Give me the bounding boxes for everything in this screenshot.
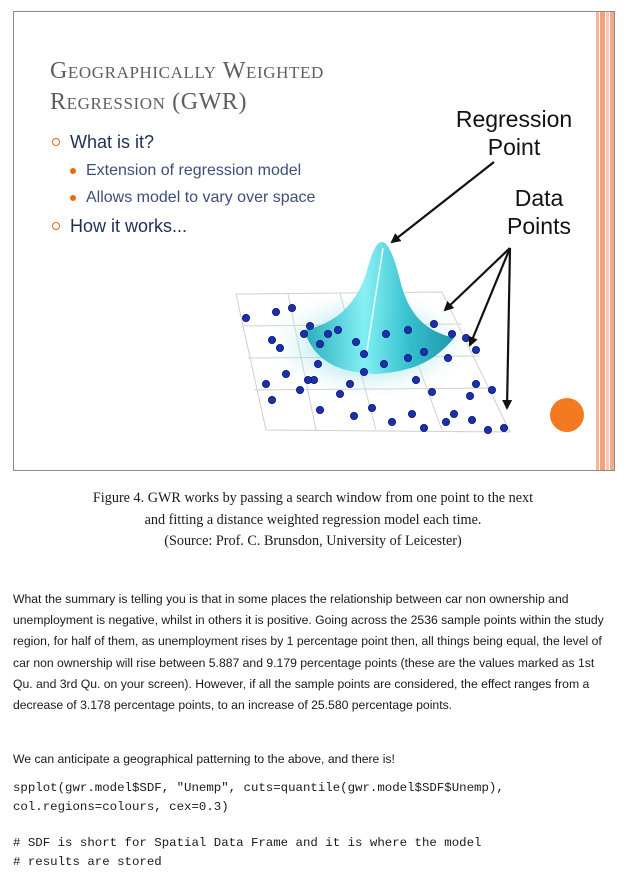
comment-code-block <box>13 834 623 872</box>
data-label-line2: Points <box>507 213 571 239</box>
sub-bullet-extension: Extension of regression model <box>52 160 382 182</box>
slide-figure <box>13 11 615 471</box>
anticipation-paragraph: We can anticipate a geographical patterning to the above, and there is! <box>13 752 395 766</box>
data-point <box>462 334 469 341</box>
regression-label-line1: Regression <box>455 106 573 132</box>
figure-caption <box>0 488 626 553</box>
data-point <box>288 304 295 311</box>
code-comment-line: # results are stored <box>13 855 162 869</box>
data-point <box>276 344 283 351</box>
slide-title-line1: Geographically Weighted <box>50 58 324 84</box>
regression-label-line2: Point <box>487 134 541 160</box>
data-point <box>336 390 343 397</box>
data-point <box>404 326 411 333</box>
data-point <box>268 396 275 403</box>
data-point <box>404 354 411 361</box>
data-point <box>466 392 473 399</box>
bullet-what-is-it: What is it? <box>52 130 382 154</box>
data-point <box>450 410 457 417</box>
data-point <box>420 348 427 355</box>
data-point <box>468 416 475 423</box>
data-point <box>484 426 491 433</box>
sub-bullet-vary: Allows model to vary over space <box>52 187 382 209</box>
data-point <box>380 360 387 367</box>
data-point <box>420 424 427 431</box>
data-point <box>242 314 249 321</box>
data-point <box>360 350 367 357</box>
data-point <box>368 404 375 411</box>
data-point <box>408 410 415 417</box>
data-point <box>388 418 395 425</box>
data-point <box>346 380 353 387</box>
data-point <box>352 338 359 345</box>
data-point <box>282 370 289 377</box>
summary-paragraph: What the summary is telling you is that in some places the relationship between car non ownership and unemployment is negative, whilst in others it is positive. Going across the 2536 sample points within the study region, for half of them, as unemployment rises by 1 percentage point then, all things being equal, the level of car non ownership will rise between 5.887 and 9.179 percentage points (these are the values marked as 1st Qu. and 3rd Qu. on your screen). However, if all the sample points are considered, the effect ranges from a decrease of 3.178 percentage points, to an increase of 25.580 percentage points. <box>13 592 604 713</box>
code-line: spplot(gwr.model$SDF, "Unemp", cuts=quantile(gwr.model$SDF$Unemp), <box>13 781 504 795</box>
data-point <box>500 424 507 431</box>
data-point <box>268 336 275 343</box>
data-point <box>382 330 389 337</box>
data-point <box>316 406 323 413</box>
data-label-line1: Data <box>514 185 564 211</box>
data-point <box>488 386 495 393</box>
data-point <box>316 340 323 347</box>
data-point <box>428 388 435 395</box>
data-point <box>472 346 479 353</box>
data-point <box>442 418 449 425</box>
caption-line2: and fitting a distance weighted regression model each time. <box>144 511 482 528</box>
data-point <box>448 330 455 337</box>
data-point <box>444 354 451 361</box>
code-line: col.regions=colours, cex=0.3) <box>13 800 229 814</box>
bullet-how-it-works: How it works... <box>52 214 382 238</box>
data-point <box>412 376 419 383</box>
data-point <box>324 330 331 337</box>
data-point <box>300 330 307 337</box>
data-point <box>296 386 303 393</box>
data-point <box>314 360 321 367</box>
data-point <box>430 320 437 327</box>
data-point <box>472 380 479 387</box>
data-point <box>304 376 311 383</box>
slide-title-line2: Regression (GWR) <box>50 89 248 115</box>
data-point <box>306 322 313 329</box>
spplot-code-block <box>13 779 623 817</box>
data-point <box>262 380 269 387</box>
gwr-kernel-illustration <box>14 12 615 471</box>
data-point <box>350 412 357 419</box>
orange-dot <box>550 398 584 432</box>
caption-line1: Figure 4. GWR works by passing a search window from one point to the next <box>92 490 534 506</box>
data-point <box>334 326 341 333</box>
data-point <box>360 368 367 375</box>
data-point <box>272 308 279 315</box>
caption-line3: (Source: Prof. C. Brunsdon, University of Leicester) <box>164 533 462 549</box>
code-comment-line: # SDF is short for Spatial Data Frame and it is where the model <box>13 836 482 850</box>
